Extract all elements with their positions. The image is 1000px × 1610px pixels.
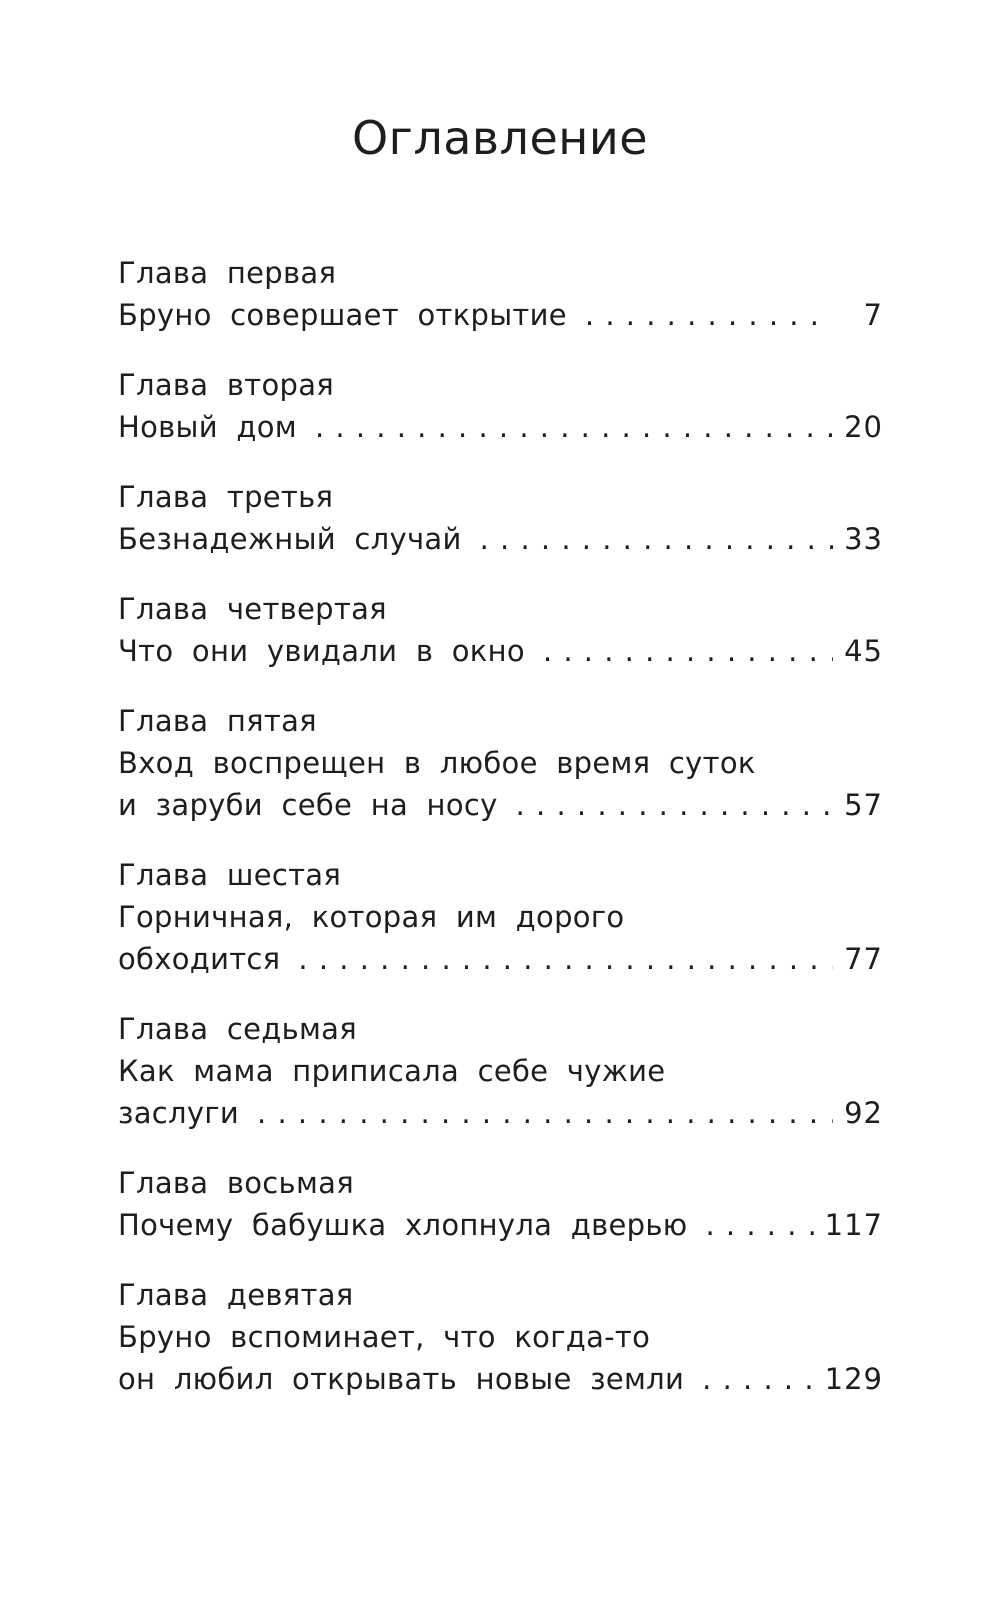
page-number: 45	[844, 634, 883, 668]
page-number: 77	[844, 942, 883, 976]
chapter-title: Новый дом	[118, 410, 297, 444]
chapter-title-row	[118, 294, 883, 336]
page-number: 117	[824, 1208, 883, 1242]
page-number: 7	[863, 298, 883, 332]
chapter-title-row	[118, 518, 883, 560]
toc-entry-5	[118, 700, 883, 826]
chapter-title-row	[118, 938, 883, 980]
dot-leader	[543, 630, 833, 672]
page-number: 129	[824, 1362, 883, 1396]
chapter-heading: Глава пятая	[118, 704, 317, 738]
dot-leader	[257, 1092, 833, 1134]
toc-entry-6	[118, 854, 883, 980]
chapter-title: обходится	[118, 942, 281, 976]
page-number: 92	[844, 1096, 883, 1130]
dot-leader	[705, 1204, 814, 1246]
dot-leader	[516, 784, 833, 826]
dot-leader	[585, 294, 833, 336]
chapter-title: Безнадежный случай	[118, 522, 462, 556]
toc-entry-4	[118, 588, 883, 672]
chapter-title-line: Вход воспрещен в любое время суток	[118, 746, 756, 780]
toc-entry-9	[118, 1274, 883, 1400]
chapter-title-line: Горничная, которая им дорого	[118, 900, 625, 934]
toc-entry-2	[118, 364, 883, 448]
chapter-title-row	[118, 1204, 883, 1246]
toc-entry-8	[118, 1162, 883, 1246]
dot-leader	[315, 406, 833, 448]
chapter-title-row	[118, 1092, 883, 1134]
table-of-contents	[118, 252, 883, 1400]
chapter-title: заслуги	[118, 1096, 240, 1130]
chapter-heading: Глава третья	[118, 480, 334, 514]
chapter-title-row	[118, 784, 883, 826]
dot-leader	[298, 938, 833, 980]
toc-entry-1	[118, 252, 883, 336]
chapter-heading: Глава восьмая	[118, 1166, 354, 1200]
chapter-title-row	[118, 630, 883, 672]
chapter-title: Что они увидали в окно	[118, 634, 525, 668]
chapter-title: Почему бабушка хлопнула дверью	[118, 1208, 688, 1242]
chapter-title: и заруби себе на носу	[118, 788, 498, 822]
page-number: 20	[844, 410, 883, 444]
page-number: 57	[844, 788, 883, 822]
dot-leader	[480, 518, 833, 560]
chapter-title-row	[118, 1358, 883, 1400]
toc-entry-7	[118, 1008, 883, 1134]
toc-entry-3	[118, 476, 883, 560]
chapter-title: Бруно совершает открытие	[118, 298, 567, 332]
chapter-heading: Глава шестая	[118, 858, 342, 892]
chapter-heading: Глава четвертая	[118, 592, 387, 626]
page-title: Оглавление	[351, 111, 649, 165]
chapter-title-row	[118, 406, 883, 448]
dot-leader	[702, 1358, 814, 1400]
chapter-title: он любил открывать новые земли	[118, 1362, 685, 1396]
chapter-title-line: Бруно вспоминает, что когда-то	[118, 1320, 651, 1354]
chapter-title-line: Как мама приписала себе чужие	[118, 1054, 666, 1088]
page-number: 33	[844, 522, 883, 556]
chapter-heading: Глава седьмая	[118, 1012, 357, 1046]
chapter-heading: Глава девятая	[118, 1278, 354, 1312]
chapter-heading: Глава первая	[118, 256, 337, 290]
chapter-heading: Глава вторая	[118, 368, 335, 402]
